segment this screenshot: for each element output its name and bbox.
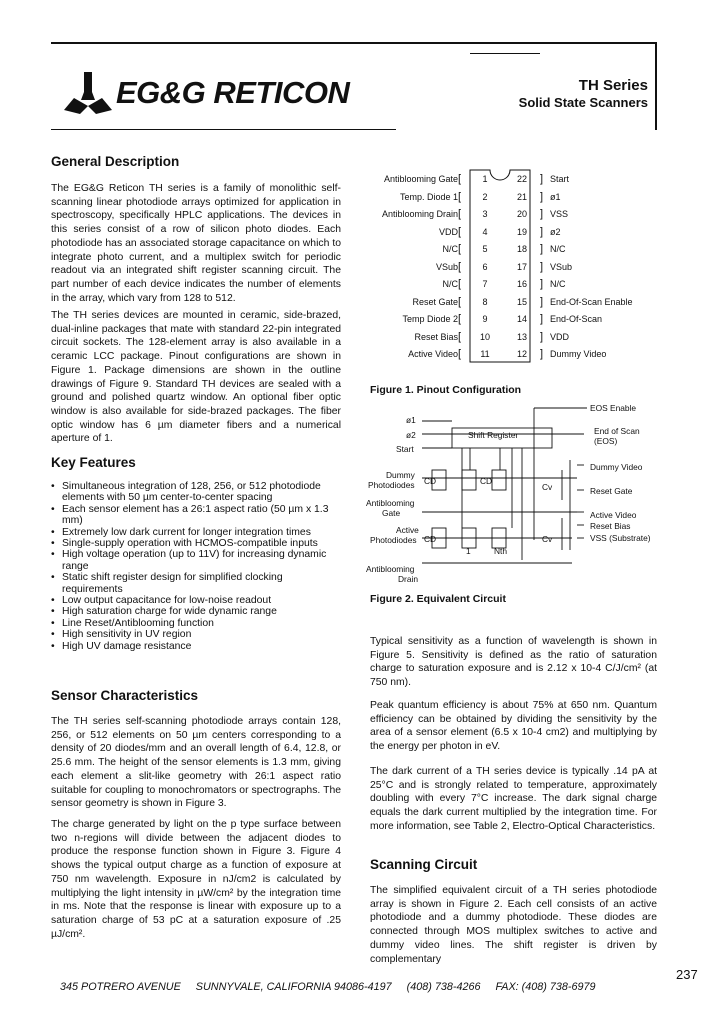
pin-right-label: VSub [550, 261, 573, 272]
pin-left-number: 6 [482, 261, 488, 272]
series-title: TH Series [578, 77, 648, 94]
pin-left-label: VDD [438, 226, 458, 237]
general-description-p1: The EG&G Reticon TH series is a family of monolithic self-scanning linear photodiode arrays optimized for application in spectroscopy, specifically HPLC applications. The devices in this series consist of a row of silicon photo diodes. Each photodiode has an associated storage capacitance on which to integrate photo current, and a multiplex switch for periodic readout via an integrated shift register scanning circuit. The part number of each device indicates the number of elements in the array, which vary from 128 to 512. [51, 183, 341, 304]
circuit-phi1: ø1 [406, 415, 416, 425]
equivalent-circuit [362, 400, 662, 586]
pin-left-number: 8 [482, 296, 488, 307]
circuit-active-photodiodes-1: Active [396, 525, 419, 535]
circuit-active-photodiodes-2: Photodiodes [370, 535, 417, 545]
circuit-phi2: ø2 [406, 430, 416, 440]
pin-right-number: 22 [516, 174, 527, 184]
pin-right-number: 20 [516, 209, 527, 219]
circuit-start: Start [396, 444, 414, 454]
pin-left-label: Antiblooming Drain [381, 209, 458, 219]
reticon-logo-icon [62, 70, 114, 116]
pin-right-bracket-icon: ] [540, 208, 544, 220]
circuit-reset-bias: Reset Bias [590, 521, 631, 531]
scanning-circuit-heading: Scanning Circuit [370, 857, 478, 872]
pin-right-number: 18 [516, 244, 527, 254]
pin-left-bracket-icon: [ [458, 225, 462, 238]
sensor-characteristics-heading: Sensor Characteristics [51, 688, 199, 703]
pin-right-bracket-icon: ] [540, 278, 544, 290]
pin-right-label: End-Of-Scan [550, 314, 603, 324]
pin-left-label: Reset Bias [414, 331, 458, 342]
pin-left-label: Active Video [408, 349, 458, 359]
circuit-antiblooming-drain-2: Drain [398, 574, 419, 584]
pin-left-number: 1 [482, 174, 488, 184]
circuit-dummy-photodiodes-1: Dummy [386, 470, 415, 480]
pin-left-number: 5 [482, 244, 488, 254]
pin-right-bracket-icon: ] [540, 173, 544, 185]
feature-item: • Each sensor element has a 26:1 aspect ratio (50 µm x 1.3 mm) [51, 504, 341, 527]
circuit-cd-2: CD [480, 476, 493, 486]
circuit-shift-register: Shift Register [468, 430, 519, 440]
circuit-dummy-photodiodes-2: Photodiodes [368, 480, 415, 490]
circuit-eos-enable: EOS Enable [590, 403, 637, 413]
pin-right-bracket-icon: ] [540, 190, 544, 203]
pin-right-bracket-icon: ] [540, 243, 544, 255]
pin-right-bracket-icon: ] [540, 330, 544, 343]
feature-item: • High saturation charge for wide dynamic range [51, 606, 341, 617]
circuit-cd-3: CD [424, 534, 437, 544]
circuit-nth: Nth [494, 546, 508, 556]
pin-right-bracket-icon: ] [540, 225, 544, 238]
page-number: 237 [676, 967, 698, 982]
pin-left-label: Temp Diode 2 [402, 314, 458, 324]
sensor-characteristics-p1: The TH series self-scanning photodiode arrays contain 128, 256, or 512 elements on 50 µm centers corresponding to a density of 20 diodes/mm and an overall length of 6.4, 12.8, or 25.6 mm. The height of the sensor elements is 1.3 mm, giving each element a slit-like geometry with 26:1 aspect ratio suitable for coupling to monochromators or spectrographs. The sensor geometry is shown in Figure 3. [51, 716, 341, 810]
pin-left-bracket-icon: [ [458, 173, 462, 185]
pin-right-number: 21 [516, 191, 527, 202]
pin-right-label: N/C [550, 244, 566, 254]
pin-left-number: 7 [482, 279, 488, 289]
pin-right-number: 17 [516, 261, 527, 272]
pin-left-bracket-icon: [ [458, 313, 462, 325]
pin-left-bracket-icon: [ [458, 190, 462, 203]
circuit-end-of-scan: End of Scan [594, 426, 640, 436]
feature-item: • Static shift register design for simplified clocking requirements [51, 572, 341, 595]
circuit-one: 1 [466, 546, 471, 556]
feature-item: • Extremely low dark current for longer integration times [51, 527, 341, 538]
pinout-diagram [370, 168, 660, 368]
pin-left-label: N/C [442, 279, 458, 289]
pin-left-bracket-icon: [ [458, 243, 462, 255]
pin-right-number: 14 [516, 314, 527, 324]
pin-right-bracket-icon: ] [540, 295, 544, 308]
pin-right-label: N/C [550, 279, 566, 289]
pin-left-label: N/C [442, 244, 458, 254]
feature-item: • Simultaneous integration of 128, 256, or 512 photodiode elements with 50 µm center-to-center spacing [51, 481, 341, 504]
pin-left-label: Reset Gate [412, 296, 458, 307]
circuit-antiblooming-drain-1: Antiblooming [366, 564, 415, 574]
pin-right-label: VSS [550, 209, 569, 219]
pin-right-bracket-icon: ] [540, 348, 544, 360]
pin-left-number: 2 [482, 191, 488, 202]
circuit-antiblooming-gate-2: Gate [382, 508, 401, 518]
pin-right-number: 15 [516, 296, 527, 307]
pin-right-label: ø2 [550, 226, 561, 237]
pin-left-number: 10 [479, 331, 490, 342]
pin-right-label: VDD [550, 331, 570, 342]
feature-item: • High sensitivity in UV region [51, 629, 341, 640]
feature-item: • Single-supply operation with HCMOS-compatible inputs [51, 538, 341, 549]
footer-address: 345 POTRERO AVENUE SUNNYVALE, CALIFORNIA 94086-4197 (408) 738-4266 FAX: (408) 738-6979 [60, 981, 596, 993]
dark-current-paragraph: The dark current of a TH series device is typically .14 pA at 25°C and is strongly related to temperature, approximately doubling with every 7°C increase. The dark signal charge equals the dark current multiplied by the integration time. For more information, see Table 2, Electro-Optical Characteristics. [370, 766, 657, 832]
figure2-caption: Figure 2. Equivalent Circuit [370, 593, 506, 605]
pin-right-bracket-icon: ] [540, 260, 544, 273]
circuit-cv-1: Cv [542, 482, 553, 492]
circuit-active-video: Active Video [590, 510, 637, 520]
feature-item: • Low output capacitance for low-noise readout [51, 595, 341, 606]
top-rule [51, 42, 656, 44]
circuit-cd-1: CD [424, 476, 437, 486]
header-vertical-rule [655, 42, 657, 130]
pin-left-bracket-icon: [ [458, 278, 462, 290]
pin-right-label: End-Of-Scan Enable [550, 296, 633, 307]
pin-left-label: Temp. Diode 1 [399, 191, 458, 202]
pin-left-number: 3 [482, 209, 488, 219]
pin-right-label: Start [550, 174, 570, 184]
sensitivity-paragraph: Typical sensitivity as a function of wavelength is shown in Figure 5. Sensitivity is defined as the ratio of saturation charge to saturation exposure and is 2.12 x 10-4 C/J/cm² (at 750 nm). [370, 636, 657, 689]
circuit-reset-gate: Reset Gate [590, 486, 633, 496]
pin-right-label: Dummy Video [550, 349, 607, 359]
brand-name: EG&G RETICON [116, 75, 350, 110]
feature-item: • High UV damage resistance [51, 641, 341, 652]
pin-left-label: Antiblooming Gate [383, 174, 458, 184]
key-features-heading: Key Features [51, 455, 136, 470]
pin-right-number: 13 [516, 331, 527, 342]
pin-left-number: 4 [482, 226, 488, 237]
pin-right-number: 12 [516, 349, 527, 359]
pin-left-bracket-icon: [ [458, 295, 462, 308]
pin-left-bracket-icon: [ [458, 348, 462, 360]
key-features-list [51, 481, 341, 652]
circuit-eos: (EOS) [594, 436, 618, 446]
header-bottom-rule-right [470, 53, 540, 54]
feature-item: • Line Reset/Antiblooming function [51, 618, 341, 629]
circuit-vss: VSS (Substrate) [590, 533, 651, 543]
header-bottom-rule [51, 129, 396, 130]
pin-left-bracket-icon: [ [458, 208, 462, 220]
quantum-efficiency-paragraph: Peak quantum efficiency is about 75% at 650 nm. Quantum efficiency can be obtained by dividing the sensitivity by the area of a sensor element (6.5 x 10-4 cm2) and multiplying by the energy per photon in eV. [370, 700, 657, 753]
pin-right-bracket-icon: ] [540, 313, 544, 325]
circuit-cv-2: Cv [542, 534, 553, 544]
scanning-circuit-p1: The simplified equivalent circuit of a TH series photodiode array is shown in Figure 2. Each cell consists of an active photodiode and a dummy photodiode. These diodes are connected through MOS multiplex switches to active and dummy video lines. The shift register is driven by complementary [370, 885, 657, 965]
general-description-heading: General Description [51, 154, 180, 169]
pin-right-number: 19 [516, 226, 527, 237]
pin-left-bracket-icon: [ [458, 260, 462, 273]
series-subtitle: Solid State Scanners [518, 95, 648, 110]
general-description-p2: The TH series devices are mounted in ceramic, side-brazed, dual-inline packages that mate with standard 22-pin integrated circuit sockets. The 128-element array is also available in a ceramic LCC package. Pinout configurations are shown in Figure 1. Package dimensions are shown in the outline drawings of Figure 9. Standard TH devices are sealed with a ground and polished quartz window. An optional fiber optic window is also available for side-brazed packages. The fiber optic window has 6 µm diameter fibers and a numerical aperture of 1. [51, 310, 341, 445]
feature-item: • High voltage operation (up to 11V) for increasing dynamic range [51, 549, 341, 572]
sensor-characteristics-p2: The charge generated by light on the p type surface between two n-regions will divide between the adjacent diodes to produce the response function shown in Figure 3. Figure 4 shows the typical output charge as a function of exposure at 750 nm wavelength. Exposure in nJ/cm2 is calculated by multiplying the light intensity in µW/cm² by the integration time in ms. Note that the response is linear with exposure up to a saturation charge of 53 pC at a saturation exposure of .25 µJ/cm². [51, 819, 341, 940]
pin-left-label: VSub [435, 261, 458, 272]
pin-left-number: 11 [480, 349, 490, 359]
pin-left-number: 9 [482, 314, 488, 324]
figure1-caption: Figure 1. Pinout Configuration [370, 384, 522, 396]
circuit-dummy-video: Dummy Video [590, 462, 643, 472]
pin-right-label: ø1 [550, 191, 561, 202]
pin-right-number: 16 [516, 279, 527, 289]
circuit-antiblooming-gate-1: Antiblooming [366, 498, 415, 508]
pin-left-bracket-icon: [ [458, 330, 462, 343]
